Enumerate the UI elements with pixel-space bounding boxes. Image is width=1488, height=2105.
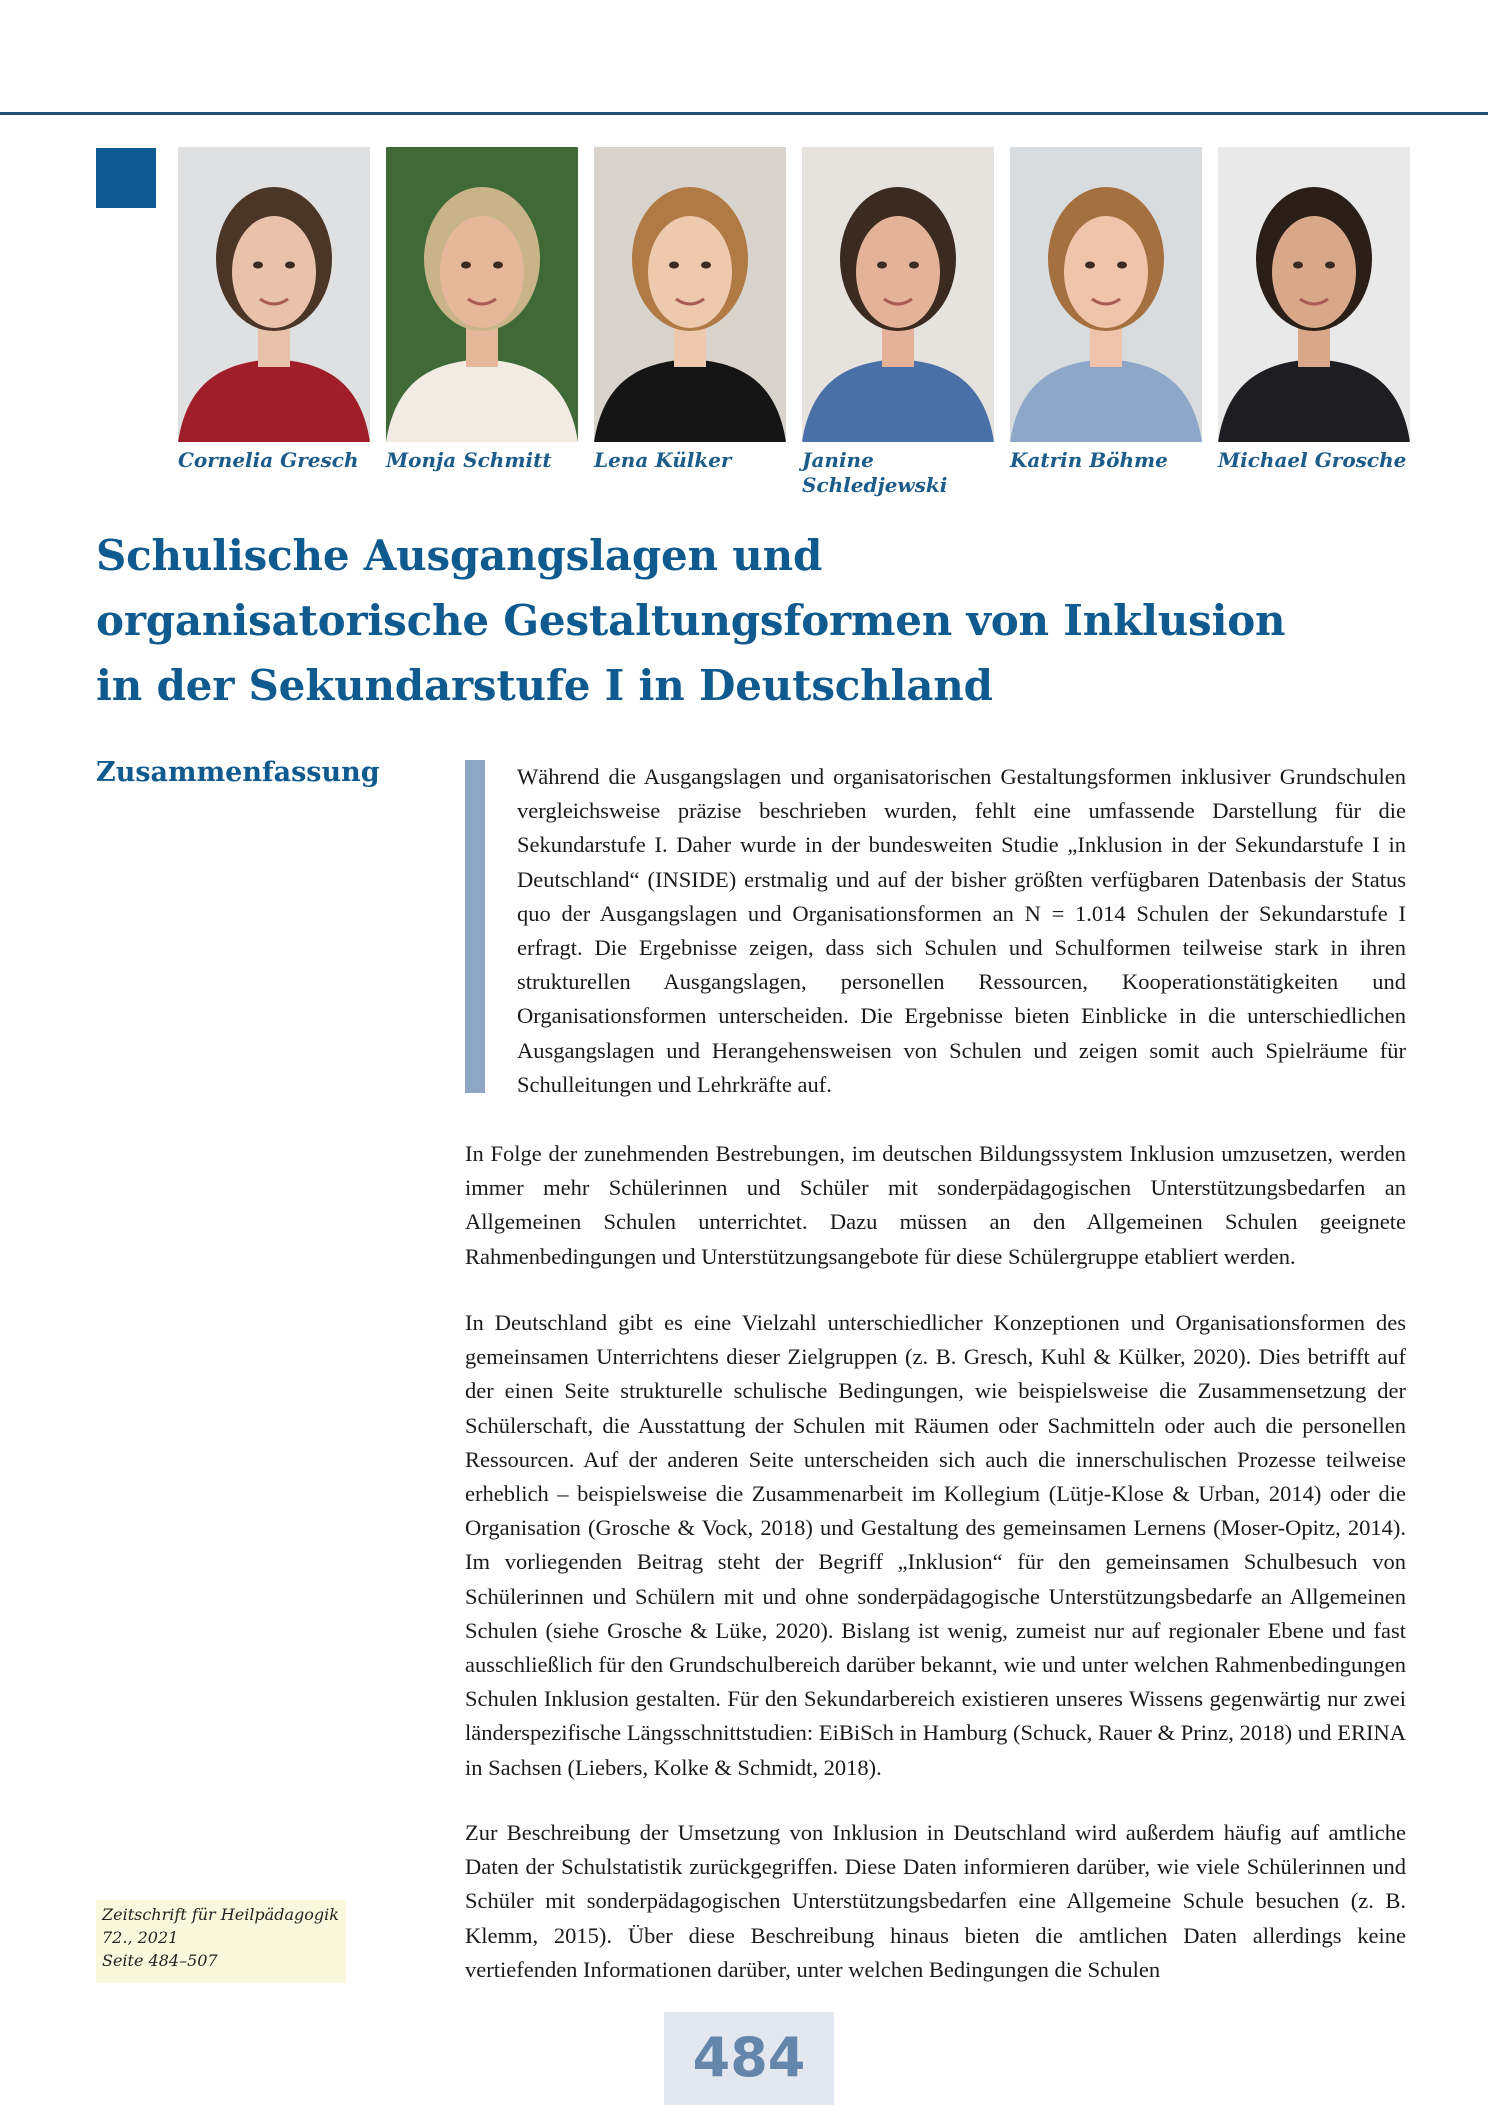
portrait-eye: [1117, 262, 1127, 269]
author-card: [386, 147, 578, 473]
journal-citation: [96, 1900, 346, 1983]
paragraph-text: Zur Beschreibung der Umsetzung von Inklusion in Deutschland wird außerdem häufig auf amtliche Daten der Schulstatistik zurückgegriffen. Diese Daten informieren darüber, wie viele Schülerinnen und Schüler mit sonderpädagogischen Unterstützungsbedarfen eine Allgemeine Schule besuchen (z. B. Klemm, 2015). Über diese Beschreibung hinaus bieten die amtlichen Daten allerdings keine vertiefenden Informationen darüber, unter welchen Bedingungen die Schulen: [465, 1820, 1406, 1982]
body-paragraph: [465, 1306, 1406, 1785]
author-card: [802, 147, 994, 498]
author-name-line: Schledjewski: [802, 473, 948, 497]
portrait-eye: [877, 262, 887, 269]
portrait-image: [802, 147, 994, 442]
author-name: Lena Külker: [594, 448, 732, 472]
portrait-eye: [669, 262, 679, 269]
portrait-eye: [493, 262, 503, 269]
portrait-eye: [285, 262, 295, 269]
header-rule: [0, 112, 1488, 115]
body-paragraph: [465, 1137, 1406, 1274]
portrait-image: [178, 147, 370, 442]
author-photo: [802, 147, 994, 442]
author-photo: [1218, 147, 1410, 442]
portrait-image: [594, 147, 786, 442]
portrait-image: [1010, 147, 1202, 442]
author-card: [178, 147, 370, 473]
author-photo: [1010, 147, 1202, 442]
portrait-image: [386, 147, 578, 442]
portrait-eye: [1325, 262, 1335, 269]
paragraph-text: In Folge der zunehmenden Bestrebungen, im deutschen Bildungssystem Inklusion umzusetzen, werden immer mehr Schülerinnen und Schüler mit sonderpädagogischen Unterstützungsbedarfen an Allgemeinen Schulen unterrichtet. Dazu müssen an den Allgemeinen Schulen geeignete Rahmenbedingungen und Unterstützungsangebote für diese Schülergruppe etabliert werden.: [465, 1141, 1406, 1269]
paragraph-text: In Deutschland gibt es eine Vielzahl unterschiedlicher Konzeptionen und Organisationsformen des gemeinsamen Unterrichtens dieser Zielgruppen (z. B. Gresch, Kuhl & Külker, 2020). Dies betrifft auf der einen Seite strukturelle schulische Bedingungen, wie beispielsweise die Zusammensetzung der Schülerschaft, die Ausstattung der Schulen mit Räumen oder Sachmitteln oder auch die personellen Ressourcen. Auf der anderen Seite unterscheiden sich auch die innerschulischen Prozesse teilweise erheblich – beispielsweise die Zusammenarbeit im Kollegium (Lütje-Klose & Urban, 2014) oder die Organisation (Grosche & Vock, 2018) und Gestaltung des gemeinsamen Lernens (Moser-Opitz, 2014). Im vorliegenden Beitrag steht der Begriff „Inklusion“ für den gemeinsamen Schulbesuch von Schülerinnen und Schülern mit und ohne sonderpädagogische Unterstützungsbedarfe an Allgemeinen Schulen (siehe Grosche & Lüke, 2020). Bislang ist wenig, zumeist nur auf regionaler Ebene und fast ausschließlich für den Grundschulbereich darüber bekannt, wie und unter welchen Rahmenbedingungen Schulen Inklusion gestalten. Für den Sekundarbereich existieren unseres Wissens gegenwärtig nur zwei länderspezifische Längsschnittstudien: EiBiSch in Hamburg (Schuck, Rauer & Prinz, 2018) und ERINA in Sachsen (Liebers, Kolke & Schmidt, 2018).: [465, 1310, 1406, 1780]
author-card: [1218, 147, 1410, 473]
body-paragraph: [465, 1816, 1406, 1987]
portrait-eye: [909, 262, 919, 269]
author-photo: [386, 147, 578, 442]
portrait-eye: [253, 262, 263, 269]
portrait-face: [1272, 216, 1356, 328]
portrait-face: [1064, 216, 1148, 328]
portrait-eye: [1293, 262, 1303, 269]
portrait-eye: [701, 262, 711, 269]
portrait-face: [856, 216, 940, 328]
author-name: Michael Grosche: [1218, 448, 1407, 472]
title-line: in der Sekundarstufe I in Deutschland: [96, 661, 993, 710]
author-name-line: Janine: [802, 448, 874, 472]
author-name: Katrin Böhme: [1010, 448, 1168, 472]
abstract-heading: Zusammenfassung: [96, 757, 380, 788]
page-number: 484: [692, 2026, 806, 2089]
abstract-bar: [465, 760, 485, 1093]
portrait-image: [1218, 147, 1410, 442]
section-marker: [96, 148, 156, 208]
author-photo: [178, 147, 370, 442]
author-card: [1010, 147, 1202, 473]
portrait-eye: [461, 262, 471, 269]
portrait-face: [648, 216, 732, 328]
title-line: Schulische Ausgangslagen und: [96, 531, 823, 580]
journal-pages: Seite 484–507: [102, 1951, 218, 1970]
author-name: Cornelia Gresch: [178, 448, 359, 472]
portrait-face: [232, 216, 316, 328]
author-card: [594, 147, 786, 473]
journal-volume: 72., 2021: [102, 1928, 179, 1947]
author-name: Monja Schmitt: [386, 448, 552, 472]
article-title: [96, 523, 1296, 718]
author-name: [802, 448, 994, 498]
abstract-text: Während die Ausgangslagen und organisatorischen Gestaltungsformen inklusiver Grundschulen vergleichsweise präzise beschrieben wurden, fehlt eine umfassende Darstellung für die Sekundarstufe I. Daher wurde in der bundesweiten Studie „Inklusion in der Sekundarstufe I in Deutschland“ (INSIDE) erstmalig und auf der bisher größten verfügbaren Datenbasis der Status quo der Ausgangslagen und Organisationsformen an N = 1.014 Schulen der Sekundarstufe I erfragt. Die Ergebnisse zeigen, dass sich Schulen und Schulformen teilweise stark in ihren strukturellen Ausgangslagen, personellen Ressourcen, Kooperationstätigkeiten und Organisationsformen unterscheiden. Die Ergebnisse bieten Einblicke in die unterschiedlichen Ausgangslagen und Herangehensweisen von Schulen und zeigen somit auch Spielräume für Schulleitungen und Lehrkräfte auf.: [517, 764, 1406, 1097]
page-number-box: [664, 2012, 834, 2105]
author-photo: [594, 147, 786, 442]
journal-name: Zeitschrift für Heilpädagogik: [102, 1905, 339, 1924]
title-line: organisatorische Gestaltungsformen von Inklusion: [96, 596, 1286, 645]
portrait-face: [440, 216, 524, 328]
portrait-eye: [1085, 262, 1095, 269]
